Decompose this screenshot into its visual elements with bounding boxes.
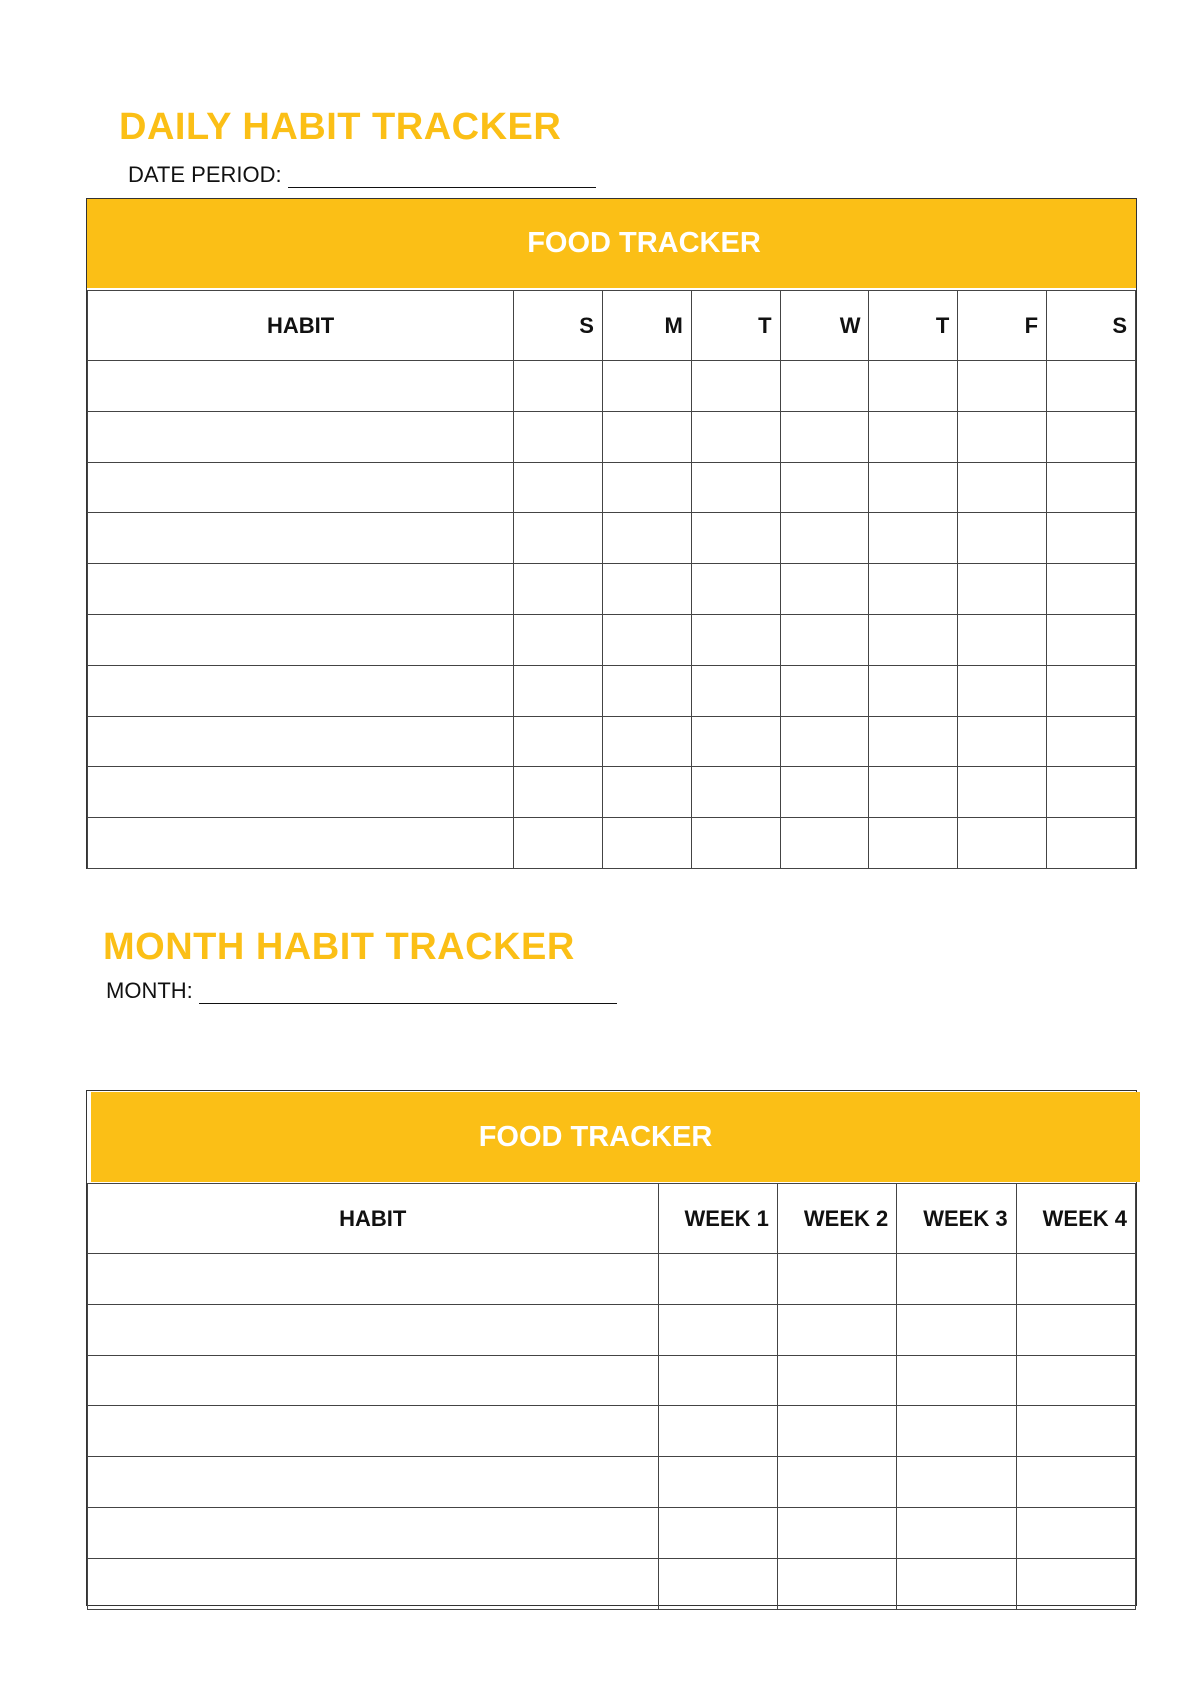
table-row (88, 1406, 1136, 1457)
table-cell[interactable] (88, 513, 514, 564)
table-row (88, 1507, 1136, 1558)
table-cell[interactable] (958, 513, 1047, 564)
monthly-grid (87, 1183, 1136, 1610)
table-cell[interactable] (691, 614, 780, 665)
table-cell[interactable] (514, 411, 603, 462)
table-cell[interactable] (88, 614, 514, 665)
table-cell[interactable] (780, 818, 869, 869)
column-header: M (602, 291, 691, 361)
table-cell[interactable] (897, 1304, 1016, 1355)
table-cell[interactable] (869, 818, 958, 869)
table-row (88, 1254, 1136, 1305)
table-cell[interactable] (1047, 462, 1136, 513)
monthly-table-banner (91, 1092, 1140, 1182)
header-row (88, 291, 1136, 361)
table-cell[interactable] (780, 411, 869, 462)
table-cell[interactable] (514, 614, 603, 665)
table-cell[interactable] (780, 462, 869, 513)
column-header: W (780, 291, 869, 361)
table-cell[interactable] (88, 564, 514, 615)
table-cell[interactable] (602, 716, 691, 767)
table-cell[interactable] (1047, 716, 1136, 767)
table-cell[interactable] (869, 665, 958, 716)
table-cell[interactable] (602, 767, 691, 818)
table-cell[interactable] (602, 361, 691, 412)
table-row (88, 767, 1136, 818)
column-header: HABIT (88, 1184, 659, 1254)
table-cell[interactable] (88, 1355, 659, 1406)
table-cell[interactable] (777, 1507, 896, 1558)
table-cell[interactable] (1016, 1254, 1135, 1305)
table-cell[interactable] (88, 1558, 659, 1609)
column-header: HABIT (88, 291, 514, 361)
date-period-input[interactable] (288, 167, 596, 188)
table-row (88, 665, 1136, 716)
column-header: S (1047, 291, 1136, 361)
table-cell[interactable] (780, 361, 869, 412)
table-cell[interactable] (958, 462, 1047, 513)
date-period-label: DATE PERIOD: (128, 162, 282, 187)
table-cell[interactable] (88, 462, 514, 513)
table-cell[interactable] (658, 1457, 777, 1508)
header-row (88, 1184, 1136, 1254)
table-cell[interactable] (1047, 361, 1136, 412)
month-tracker-title: MONTH HABIT TRACKER (103, 926, 575, 968)
monthly-food-tracker-table (86, 1090, 1137, 1606)
table-cell[interactable] (1016, 1457, 1135, 1508)
monthly-banner-title: FOOD TRACKER (478, 1120, 713, 1153)
table-cell[interactable] (897, 1406, 1016, 1457)
table-cell[interactable] (958, 716, 1047, 767)
daily-grid (87, 290, 1136, 869)
table-cell[interactable] (602, 818, 691, 869)
column-header: WEEK 3 (897, 1184, 1016, 1254)
table-cell[interactable] (88, 1406, 659, 1457)
table-cell[interactable] (780, 614, 869, 665)
table-cell[interactable] (1047, 614, 1136, 665)
table-cell[interactable] (514, 462, 603, 513)
table-cell[interactable] (602, 462, 691, 513)
table-cell[interactable] (514, 361, 603, 412)
table-cell[interactable] (869, 564, 958, 615)
table-cell[interactable] (1047, 513, 1136, 564)
table-cell[interactable] (897, 1355, 1016, 1406)
month-input[interactable] (199, 983, 617, 1004)
table-row (88, 513, 1136, 564)
table-cell[interactable] (1047, 767, 1136, 818)
table-cell[interactable] (777, 1457, 896, 1508)
table-cell[interactable] (780, 564, 869, 615)
table-cell[interactable] (602, 564, 691, 615)
table-cell[interactable] (958, 767, 1047, 818)
table-cell[interactable] (897, 1558, 1016, 1609)
table-cell[interactable] (777, 1304, 896, 1355)
table-cell[interactable] (780, 716, 869, 767)
table-cell[interactable] (897, 1507, 1016, 1558)
column-header: S (514, 291, 603, 361)
table-cell[interactable] (1016, 1558, 1135, 1609)
table-cell[interactable] (691, 818, 780, 869)
table-cell[interactable] (691, 513, 780, 564)
table-cell[interactable] (88, 411, 514, 462)
table-cell[interactable] (780, 513, 869, 564)
table-cell[interactable] (869, 716, 958, 767)
date-period-field (128, 162, 596, 188)
column-header: T (869, 291, 958, 361)
table-cell[interactable] (1016, 1406, 1135, 1457)
table-cell[interactable] (777, 1254, 896, 1305)
column-header: F (958, 291, 1047, 361)
table-cell[interactable] (691, 361, 780, 412)
table-cell[interactable] (658, 1254, 777, 1305)
table-row (88, 716, 1136, 767)
table-cell[interactable] (658, 1304, 777, 1355)
table-cell[interactable] (869, 361, 958, 412)
table-cell[interactable] (869, 767, 958, 818)
table-cell[interactable] (658, 1355, 777, 1406)
table-cell[interactable] (958, 614, 1047, 665)
table-row (88, 1304, 1136, 1355)
column-header: WEEK 2 (777, 1184, 896, 1254)
table-cell[interactable] (869, 462, 958, 513)
table-cell[interactable] (869, 513, 958, 564)
table-row (88, 1355, 1136, 1406)
table-cell[interactable] (514, 716, 603, 767)
table-cell[interactable] (691, 716, 780, 767)
month-field (106, 978, 617, 1004)
table-cell[interactable] (1047, 411, 1136, 462)
table-cell[interactable] (958, 411, 1047, 462)
table-cell[interactable] (691, 411, 780, 462)
table-cell[interactable] (1016, 1304, 1135, 1355)
table-cell[interactable] (1016, 1507, 1135, 1558)
table-cell[interactable] (777, 1558, 896, 1609)
table-cell[interactable] (1016, 1355, 1135, 1406)
table-cell[interactable] (88, 1304, 659, 1355)
table-row (88, 361, 1136, 412)
table-cell[interactable] (691, 665, 780, 716)
table-cell[interactable] (777, 1406, 896, 1457)
table-row (88, 614, 1136, 665)
table-row (88, 564, 1136, 615)
table-row (88, 462, 1136, 513)
daily-tracker-title: DAILY HABIT TRACKER (119, 106, 562, 148)
table-row (88, 1558, 1136, 1609)
column-header: WEEK 1 (658, 1184, 777, 1254)
daily-food-tracker-table (86, 198, 1137, 869)
table-cell[interactable] (602, 614, 691, 665)
table-cell[interactable] (658, 1558, 777, 1609)
table-cell[interactable] (958, 818, 1047, 869)
table-cell[interactable] (1047, 818, 1136, 869)
table-cell[interactable] (958, 665, 1047, 716)
table-cell[interactable] (777, 1355, 896, 1406)
table-cell[interactable] (691, 564, 780, 615)
month-label: MONTH: (106, 978, 193, 1003)
table-cell[interactable] (1047, 665, 1136, 716)
table-cell[interactable] (869, 411, 958, 462)
table-cell[interactable] (88, 665, 514, 716)
table-cell[interactable] (88, 1254, 659, 1305)
table-cell[interactable] (514, 564, 603, 615)
table-cell[interactable] (602, 411, 691, 462)
table-cell[interactable] (602, 513, 691, 564)
table-cell[interactable] (514, 665, 603, 716)
table-row (88, 818, 1136, 869)
table-cell[interactable] (869, 614, 958, 665)
column-header: T (691, 291, 780, 361)
daily-table-banner (87, 199, 1136, 288)
table-cell[interactable] (691, 767, 780, 818)
table-cell[interactable] (658, 1507, 777, 1558)
table-row (88, 1457, 1136, 1508)
table-cell[interactable] (514, 818, 603, 869)
table-cell[interactable] (958, 361, 1047, 412)
table-cell[interactable] (780, 767, 869, 818)
table-cell[interactable] (691, 462, 780, 513)
table-cell[interactable] (88, 1507, 659, 1558)
table-cell[interactable] (88, 767, 514, 818)
table-cell[interactable] (780, 665, 869, 716)
table-cell[interactable] (602, 665, 691, 716)
daily-banner-title: FOOD TRACKER (527, 227, 761, 259)
table-cell[interactable] (514, 513, 603, 564)
table-row (88, 411, 1136, 462)
table-cell[interactable] (897, 1254, 1016, 1305)
table-cell[interactable] (88, 716, 514, 767)
table-cell[interactable] (88, 818, 514, 869)
table-cell[interactable] (514, 767, 603, 818)
table-cell[interactable] (897, 1457, 1016, 1508)
table-cell[interactable] (658, 1406, 777, 1457)
table-cell[interactable] (88, 1457, 659, 1508)
table-cell[interactable] (958, 564, 1047, 615)
table-cell[interactable] (1047, 564, 1136, 615)
column-header: WEEK 4 (1016, 1184, 1135, 1254)
table-cell[interactable] (88, 361, 514, 412)
